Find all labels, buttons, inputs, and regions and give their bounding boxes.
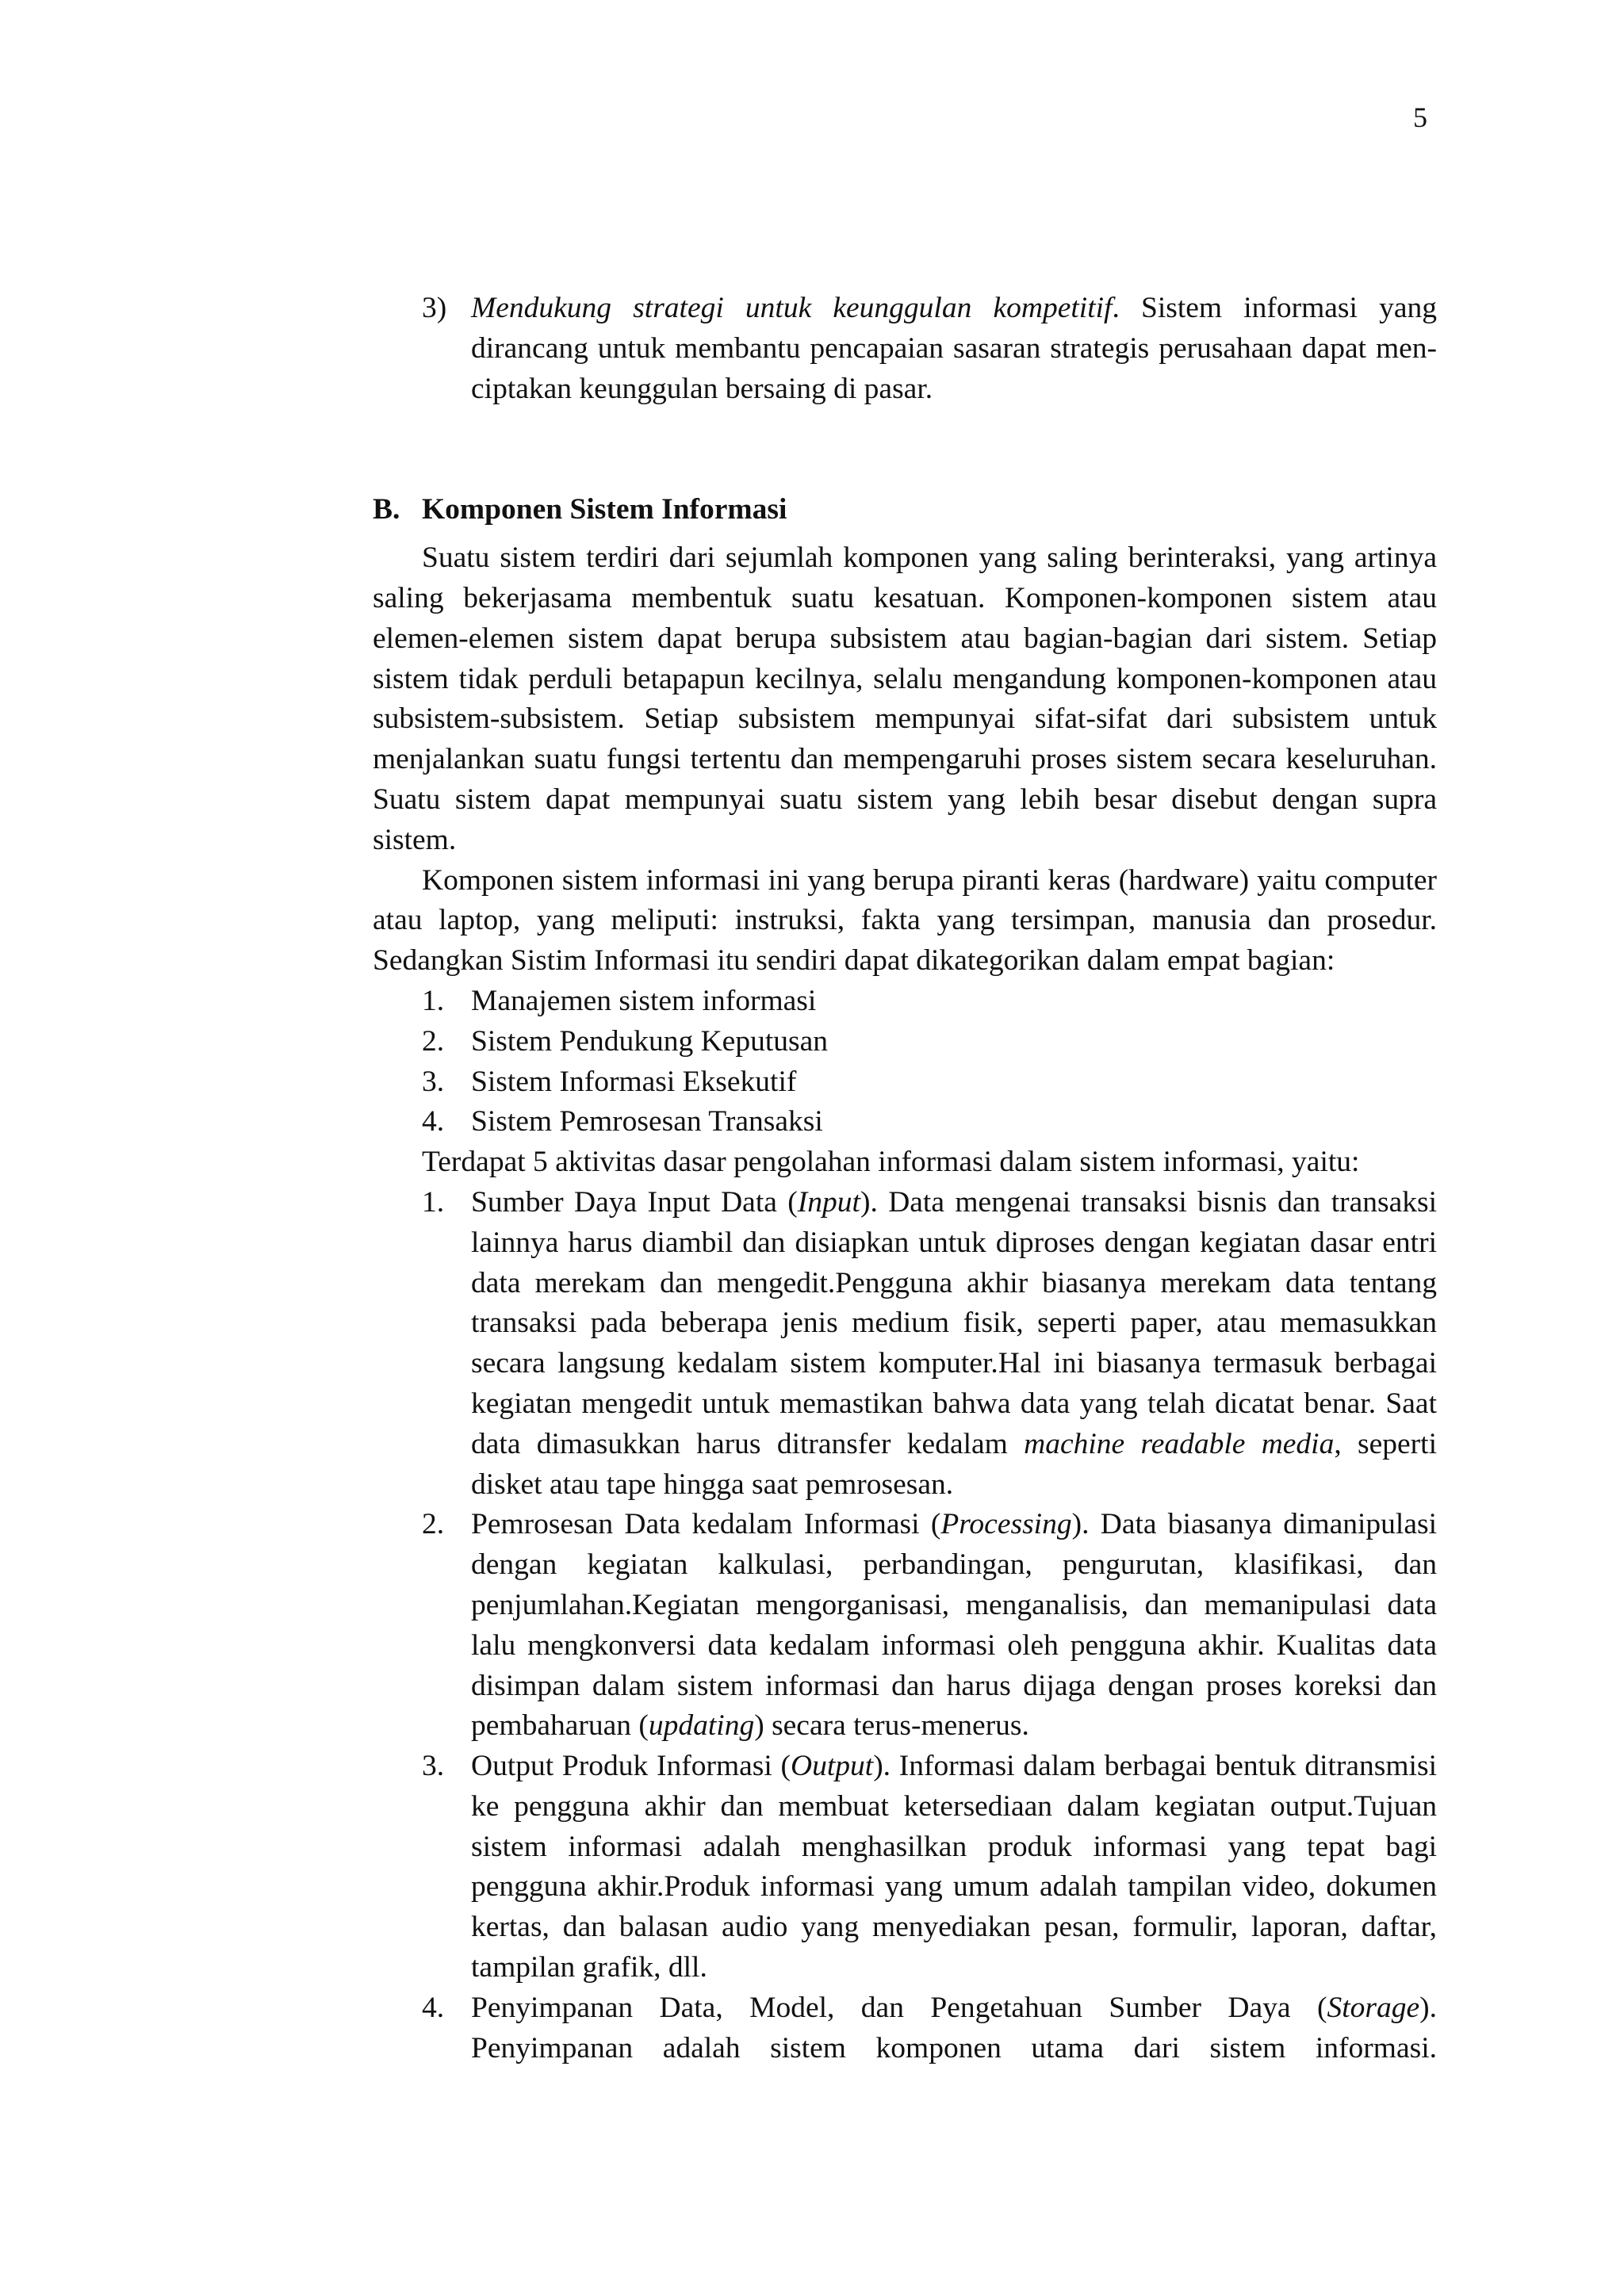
list-item-text: Manajemen sistem informasi bbox=[471, 984, 817, 1017]
category-list bbox=[373, 982, 1437, 1142]
italic-term: Input bbox=[797, 1185, 860, 1219]
italic-term: updating bbox=[648, 1709, 755, 1743]
section-heading bbox=[373, 490, 1437, 530]
list-item-text: Penyimpanan Data, Model, dan Pengetahuan Sumber Daya ( bbox=[471, 1991, 1327, 2024]
list-item bbox=[373, 1102, 1437, 1142]
section-title: Komponen Sistem Informasi bbox=[422, 493, 787, 526]
page-number: 5 bbox=[1413, 101, 1427, 133]
activity-list bbox=[373, 1183, 1437, 2069]
list-item-text: Sistem Pemrosesan Transaksi bbox=[471, 1105, 823, 1138]
list-item-text: ). Informasi dalam berbagai bentuk ditransmisi ke pengguna akhir dan membuat ketersediaan dalam kegiatan output.Tujuan sistem informasi adalah menghasilkan produk informasi yang tepat bagi pengguna akhir.Produk informasi yang umum adalah tampilan video, dokumen kertas, dan balasan audio yang menyediakan pesan, formulir, laporan, daftar, tampilan grafik, dll. bbox=[471, 1750, 1437, 1984]
list-item-text: Sistem Informasi Eksekutif bbox=[471, 1065, 797, 1098]
list-number: 3. bbox=[422, 1065, 445, 1098]
list-item-text: Sistem Pendukung Keputusan bbox=[471, 1024, 828, 1058]
list-number: 1. bbox=[422, 984, 445, 1017]
list-item bbox=[373, 1747, 1437, 1988]
list-number: 4. bbox=[422, 1105, 445, 1138]
list-item bbox=[373, 982, 1437, 1022]
list-item-text: Pemrosesan Data kedalam Informasi ( bbox=[471, 1508, 941, 1541]
page-content bbox=[373, 289, 1437, 2068]
list-item-text: ). Data biasanya dimanipulasi dengan kegiatan kalkulasi, perbandingan, pengurutan, klasifikasi, dan penjumlahan.Kegiatan mengorganisasi, menganalisis, dan memanipulasi data lalu mengkonversi data kedalam informasi oleh pengguna akhir. Kualitas data disimpan dalam sistem informasi dan harus dijaga dengan proses koreksi dan pembaharuan ( bbox=[471, 1508, 1437, 1743]
paragraph-hardware: Komponen sistem informasi ini yang berupa piranti keras (hardware) yaitu computer atau laptop, yang meliputi: instruksi, fakta yang tersimpan, manusia dan prosedur. Sedangkan Sistim Informasi itu sendiri dapat dikategorikan dalam empat bagian: bbox=[373, 863, 1437, 978]
list-item bbox=[373, 1183, 1437, 1505]
italic-term: Output bbox=[791, 1750, 874, 1783]
list-item-text: , seperti disket atau tape hingga saat pemrosesan. bbox=[471, 1427, 1437, 1501]
italic-term: Storage bbox=[1327, 1991, 1420, 2024]
list-number: 1. bbox=[422, 1185, 445, 1219]
list-item-strategy bbox=[373, 289, 1437, 409]
section-letter: B. bbox=[373, 493, 400, 526]
italic-term: machine readable media bbox=[1024, 1427, 1335, 1460]
list-number: 3) bbox=[422, 292, 447, 324]
paragraph-activities-intro: Terdapat 5 aktivitas dasar pengolahan informasi dalam sistem informasi, yaitu: bbox=[422, 1146, 1360, 1179]
list-item-text: Output Produk Informasi ( bbox=[471, 1750, 791, 1783]
list-item bbox=[373, 1505, 1437, 1747]
list-number: 2. bbox=[422, 1024, 445, 1058]
list-item-text: ). Penyimpanan adalah sistem komponen utama dari sistem informasi. bbox=[471, 1991, 1437, 2064]
list-item bbox=[373, 1988, 1437, 2069]
italic-lead: Mendukung strategi untuk keunggulan kompetitif bbox=[471, 292, 1113, 324]
list-item-text: . Sistem informasi yang dirancang untuk membantu pencapaian sasaran strategis perusahaan dapat men-ciptakan keunggulan bersaing di pasar. bbox=[471, 292, 1437, 405]
list-number: 2. bbox=[422, 1508, 445, 1541]
italic-term: Processing bbox=[940, 1508, 1072, 1541]
list-item-text: ) secara terus-menerus. bbox=[754, 1709, 1029, 1743]
list-item bbox=[373, 1022, 1437, 1062]
list-item-text: Sumber Daya Input Data ( bbox=[471, 1185, 798, 1219]
list-item bbox=[373, 1062, 1437, 1103]
list-number: 3. bbox=[422, 1750, 445, 1783]
list-item-text: ). Data mengenai transaksi bisnis dan transaksi lainnya harus diambil dan disiapkan untuk diproses dengan kegiatan dasar entri data merekam dan mengedit.Pengguna akhir biasanya merekam data tentang transaksi pada beberapa jenis medium fisik, seperti paper, atau memasukkan secara langsung kedalam sistem komputer.Hal ini biasanya termasuk berbagai kegiatan mengedit untuk memastikan bahwa data yang telah dicatat benar. Saat data dimasukkan harus ditransfer kedalam bbox=[471, 1185, 1437, 1460]
list-number: 4. bbox=[422, 1991, 445, 2024]
paragraph-intro: Suatu sistem terdiri dari sejumlah komponen yang saling berinteraksi, yang artinya saling bekerjasama membentuk suatu kesatuan. Komponen-komponen sistem atau elemen-elemen sistem dapat berupa subsistem atau bagian-bagian dari sistem. Setiap sistem tidak perduli betapapun kecilnya, selalu mengandung komponen-komponen atau subsistem-subsistem. Setiap subsistem mempunyai sifat-sifat dari subsistem untuk menjalankan suatu fungsi tertentu dan mempengaruhi proses sistem secara keseluruhan. Suatu sistem dapat mempunyai suatu sistem yang lebih besar disebut dengan supra sistem. bbox=[373, 541, 1437, 856]
